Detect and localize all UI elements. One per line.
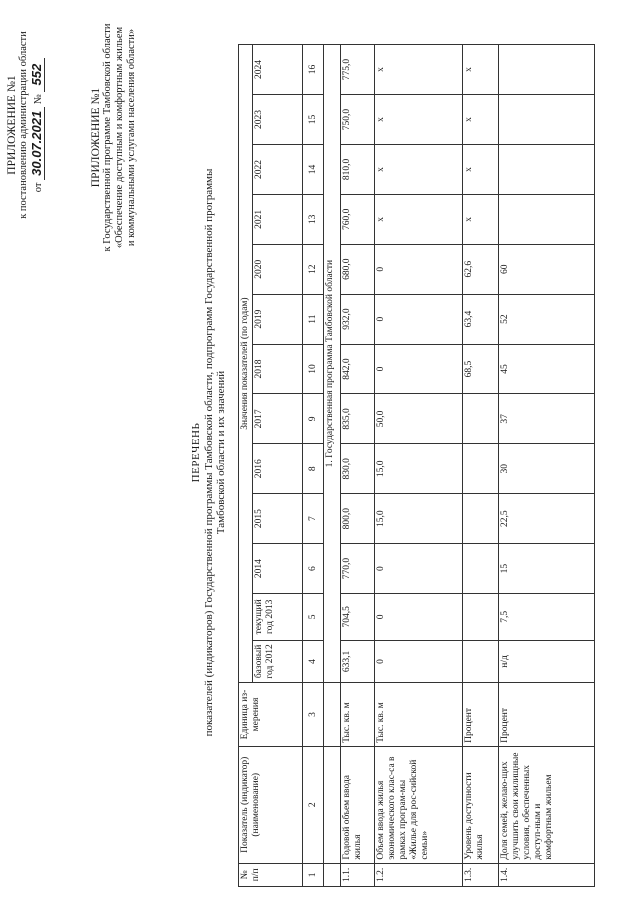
row-value: 15,0 (375, 444, 463, 494)
row-value: 810,0 (341, 144, 375, 194)
header-base-year: базовый год 2012 (253, 640, 303, 682)
row-value: 830,0 (341, 444, 375, 494)
row-value: х (375, 95, 463, 145)
title-list: ПЕРЕЧЕНЬ (190, 422, 202, 483)
header-year: 2015 (253, 494, 303, 544)
header-unit: Единица из-мерения (239, 683, 303, 747)
header-year: 2023 (253, 95, 303, 145)
row-value: 60 (499, 244, 595, 294)
row-value: 7,5 (499, 594, 595, 641)
row-value: х (463, 45, 499, 95)
header-year: 2019 (253, 294, 303, 344)
document-title (190, 0, 228, 905)
section-empty-cell (324, 863, 341, 886)
header-current-year: текущий год 2013 (253, 594, 303, 641)
row-value: 704,5 (341, 594, 375, 641)
row-name: Уровень доступности жилья (463, 746, 499, 863)
row-value: 0 (375, 294, 463, 344)
row-unit: Тыс. кв. м (341, 683, 375, 747)
row-value: х (463, 144, 499, 194)
row-value (463, 394, 499, 444)
row-value: 52 (499, 294, 595, 344)
row-value: 37 (499, 394, 595, 444)
column-number: 13 (303, 194, 324, 244)
section-title: 1. Государственная программа Тамбовской области (324, 45, 341, 683)
column-number: 4 (303, 640, 324, 682)
row-value (463, 494, 499, 544)
column-number: 15 (303, 95, 324, 145)
row-value: х (463, 194, 499, 244)
column-number: 8 (303, 444, 324, 494)
column-number: 9 (303, 394, 324, 444)
header-year: 2021 (253, 194, 303, 244)
from-label: от (33, 182, 44, 193)
row-value: 45 (499, 344, 595, 394)
column-number: 10 (303, 344, 324, 394)
row-value: 63,4 (463, 294, 499, 344)
column-number: 2 (303, 746, 324, 863)
row-value: н/д (499, 640, 595, 682)
header-year: 2017 (253, 394, 303, 444)
row-name: Доля семей, желаю-щих улучшить свои жилищные условия, обеспеченных доступ-ным и комфортным жильем (499, 746, 595, 863)
indicators-table (238, 44, 595, 887)
row-unit: Тыс. кв. м (375, 683, 463, 747)
row-num: 1.4. (499, 863, 595, 886)
number-label: № (33, 94, 44, 105)
row-value: 15 (499, 544, 595, 594)
program-appendix-title: ПРИЛОЖЕНИЕ №1 (90, 87, 102, 188)
column-number: 3 (303, 683, 324, 747)
column-number-row (303, 45, 324, 887)
table-row (499, 45, 595, 887)
row-value: 835,0 (341, 394, 375, 444)
row-value: х (375, 45, 463, 95)
row-value (463, 594, 499, 641)
appendix-header-program (90, 10, 138, 265)
row-value: х (375, 194, 463, 244)
column-number: 11 (303, 294, 324, 344)
header-values: Значения показателей (по годам) (239, 45, 253, 683)
column-number: 14 (303, 144, 324, 194)
column-number: 5 (303, 594, 324, 641)
row-value (463, 544, 499, 594)
title-subtitle-line2: Тамбовской области и их значений (215, 370, 227, 535)
row-value: 680,0 (341, 244, 375, 294)
title-subtitle-line1: показателей (индикаторов) Государственной программы Тамбовской области, подпрограмм Государственной программы (202, 168, 215, 737)
column-number: 6 (303, 544, 324, 594)
header-year: 2024 (253, 45, 303, 95)
row-value: 800,0 (341, 494, 375, 544)
row-value: 770,0 (341, 544, 375, 594)
row-value: 22,5 (499, 494, 595, 544)
row-value: 50,0 (375, 394, 463, 444)
row-num: 1.1. (341, 863, 375, 886)
table-row (375, 45, 463, 887)
row-value (463, 640, 499, 682)
row-value: 0 (375, 640, 463, 682)
column-number: 16 (303, 45, 324, 95)
row-value: 760,0 (341, 194, 375, 244)
row-value: 932,0 (341, 294, 375, 344)
row-value: х (463, 95, 499, 145)
section-empty-cell (324, 746, 341, 863)
row-value: 0 (375, 544, 463, 594)
row-value: 15,0 (375, 494, 463, 544)
header-indicator: Показатель (индикатор) (наименование) (239, 746, 303, 863)
column-number: 12 (303, 244, 324, 294)
row-value: 62,6 (463, 244, 499, 294)
table-row (463, 45, 499, 887)
program-appendix-line3: и коммунальными услугами населения области» (126, 28, 137, 247)
program-appendix-line2: «Обеспечение доступным и комфортным жильем (114, 26, 125, 249)
row-unit: Процент (463, 683, 499, 747)
handwritten-number: 552 (29, 58, 45, 92)
program-appendix-line1: к Государственной программе Тамбовской области (102, 23, 113, 252)
header-year: 2020 (253, 244, 303, 294)
appendix-date-line (31, 10, 45, 240)
row-num: 1.3. (463, 863, 499, 886)
table-row (341, 45, 375, 887)
row-name: Объем ввода жилья экономического клас-са в рамках програм-мы «Жилье для рос-сийской семьи» (375, 746, 463, 863)
table-header-row-1 (239, 45, 253, 887)
row-num: 1.2. (375, 863, 463, 886)
row-name: Годовой объем ввода жилья (341, 746, 375, 863)
row-value: 775,0 (341, 45, 375, 95)
row-value: 0 (375, 244, 463, 294)
header-year: 2014 (253, 544, 303, 594)
section-row (324, 45, 341, 887)
appendix-header-decree (6, 10, 45, 240)
handwritten-date: 30.07.2021 (29, 107, 45, 180)
column-number: 1 (303, 863, 324, 886)
row-value: 633,1 (341, 640, 375, 682)
row-unit: Процент (499, 683, 595, 747)
row-value: х (375, 144, 463, 194)
column-number: 7 (303, 494, 324, 544)
header-year: 2018 (253, 344, 303, 394)
row-value (499, 45, 595, 95)
row-value (499, 95, 595, 145)
row-value (463, 444, 499, 494)
row-value (499, 144, 595, 194)
row-value (499, 194, 595, 244)
header-year: 2016 (253, 444, 303, 494)
header-num: № п/п (239, 863, 303, 886)
section-empty-cell (324, 683, 341, 747)
row-value: 0 (375, 594, 463, 641)
row-value: 68,5 (463, 344, 499, 394)
appendix-decree-line: к постановлению администрации области (18, 31, 29, 219)
row-value: 750,0 (341, 95, 375, 145)
header-year: 2022 (253, 144, 303, 194)
row-value: 842,0 (341, 344, 375, 394)
row-value: 0 (375, 344, 463, 394)
appendix-title: ПРИЛОЖЕНИЕ №1 (6, 75, 18, 175)
row-value: 30 (499, 444, 595, 494)
